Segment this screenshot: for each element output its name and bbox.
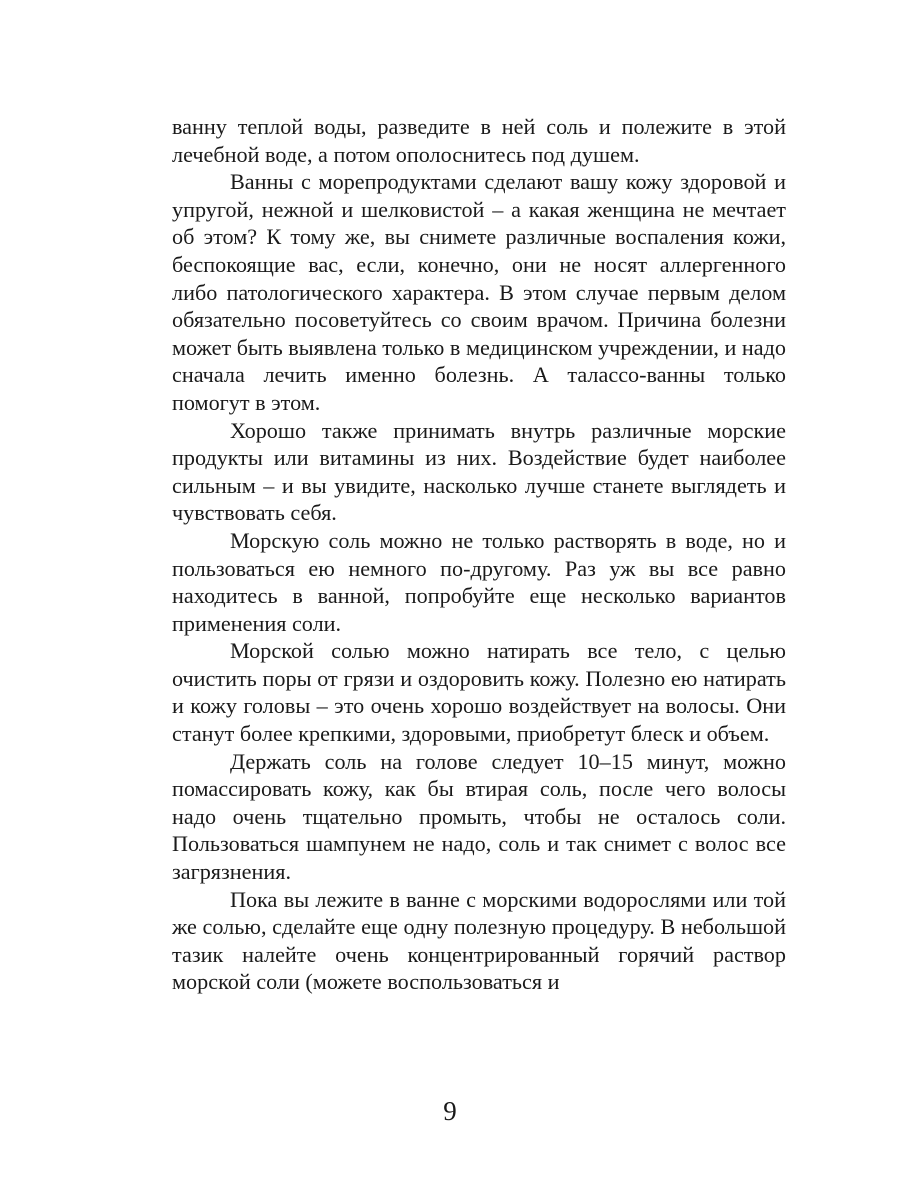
paragraph: Морской солью можно натирать все тело, с целью очистить поры от грязи и оздоровить кожу. Полезно ею натирать и кожу головы – это очень хорошо воздействует на волосы. Они станут более крепкими, здоровыми, приобретут блеск и объем. xyxy=(172,638,786,747)
paragraph-continuation: ванну теплой воды, разведите в ней соль и полежите в этой лечебной воде, а потом ополоснитесь под душем. xyxy=(172,114,786,167)
paragraph: Держать соль на голове следует 10–15 минут, можно помассировать кожу, как бы втирая соль, после чего волосы надо очень тщательно промыть, чтобы не осталось соли. Пользоваться шампунем не надо, соль и так снимет с волос все загрязнения. xyxy=(172,748,786,885)
body-text xyxy=(172,113,786,996)
paragraph: Пока вы лежите в ванне с морскими водорослями или той же солью, сделайте еще одну полезную процедуру. В небольшой тазик налейте очень концентрированный горячий раствор морской соли (можете воспользоваться и xyxy=(172,886,786,995)
paragraph: Ванны с морепродуктами сделают вашу кожу здоровой и упругой, нежной и шелковистой – а какая женщина не мечтает об этом? К тому же, вы снимете различные воспаления кожи, беспокоящие вас, если, конечно, они не носят аллергенного либо патологического характера. В этом случае первым делом обязательно посоветуйтесь со своим врачом. Причина болезни может быть выявлена только в медицинском учреждении, и надо сначала лечить именно болезнь. А талассо-ванны только помогут в этом. xyxy=(172,169,786,415)
paragraph: Хорошо также принимать внутрь различные морские продукты или витамины из них. Воздействие будет наиболее сильным – и вы увидите, насколько лучше станете выглядеть и чувствовать себя. xyxy=(172,417,786,526)
paragraph: Морскую соль можно не только растворять в воде, но и пользоваться ею немного по-другому. Раз уж вы все равно находитесь в ванной, попробуйте еще несколько вариантов применения соли. xyxy=(172,527,786,636)
page-number: 9 xyxy=(443,1096,457,1126)
